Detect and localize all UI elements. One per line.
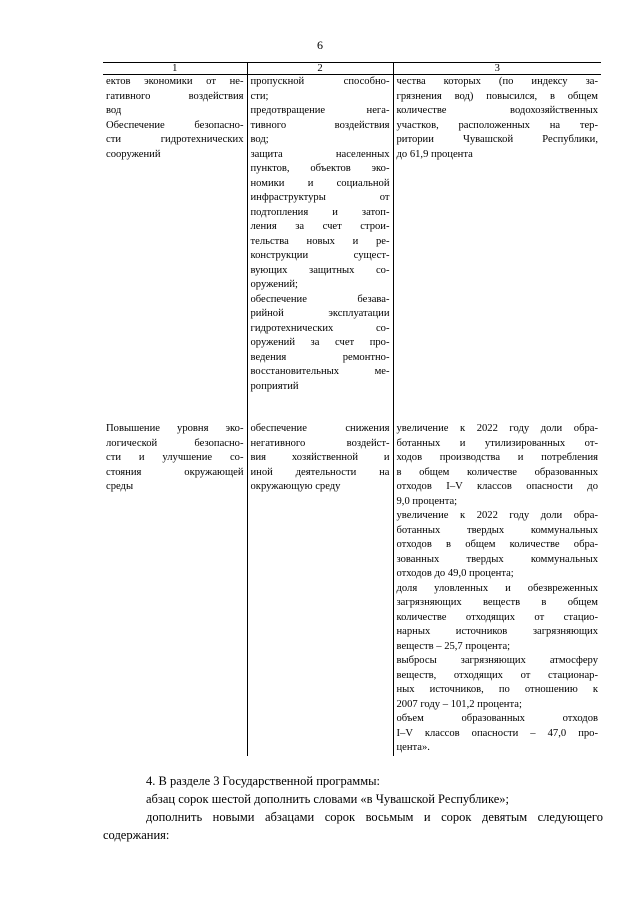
cell-line: ектов экономики от не- bbox=[106, 76, 244, 87]
cell-line: Повышение уровня эко- bbox=[106, 423, 244, 434]
cell-line: грязнения вод) повысился, в общем bbox=[396, 90, 598, 102]
cell-paragraph bbox=[397, 75, 599, 162]
amendment-text bbox=[103, 772, 603, 844]
cell-line: тивного воздействия bbox=[250, 119, 390, 131]
row-spacer bbox=[251, 394, 390, 422]
cell-line: количестве отходящих от стацио- bbox=[396, 611, 598, 623]
cell-line: рийной эксплуатации bbox=[250, 308, 390, 319]
cell-paragraph bbox=[251, 148, 390, 293]
cell-line: в общем количестве образованных bbox=[396, 466, 598, 478]
table-row bbox=[103, 422, 601, 756]
cell-line: доля уловленных и обезвреженных bbox=[396, 582, 598, 594]
cell-paragraph bbox=[251, 293, 390, 395]
column-header: 3 bbox=[393, 63, 601, 75]
cell-line: оружений; bbox=[250, 279, 298, 290]
cell-line: объем образованных отходов bbox=[396, 713, 598, 724]
cell-line: увеличение к 2022 году доли обра- bbox=[396, 423, 598, 434]
table-row bbox=[103, 75, 601, 423]
cell-line: зованных твердых коммунальных bbox=[396, 553, 598, 565]
cell-line: 2007 году – 101,2 процента; bbox=[396, 698, 522, 710]
paragraph-line: дополнить новыми абзацами сорок восьмым и сорок девятым следующего bbox=[146, 810, 603, 824]
cell-line: увеличение к 2022 году доли обра- bbox=[396, 510, 598, 521]
cell-line: нарных источников загрязняющих bbox=[396, 626, 598, 637]
cell-paragraph bbox=[397, 582, 599, 655]
column-header: 1 bbox=[103, 63, 247, 75]
cell-line: чества которых (по индексу за- bbox=[396, 76, 598, 87]
paragraph-line: содержания: bbox=[103, 828, 170, 842]
cell-line: участков, расположенных на тер- bbox=[396, 119, 598, 131]
program-indicators-table bbox=[103, 62, 601, 756]
cell-line: ботанных твердых коммунальных bbox=[396, 524, 598, 536]
cell-line: цента». bbox=[396, 742, 430, 753]
cell-line: предотвращение нега- bbox=[250, 105, 390, 116]
cell-line: вия хозяйственной и bbox=[250, 452, 390, 463]
row-spacer bbox=[397, 162, 599, 190]
cell-line: защита населенных bbox=[250, 148, 390, 160]
cell-line: обеспечение снижения bbox=[250, 423, 390, 434]
cell-line: сти и улучшение со- bbox=[106, 452, 244, 463]
cell-line: ных источников, по отношению к bbox=[396, 684, 598, 695]
cell-line: инфраструктуры от bbox=[250, 192, 390, 203]
table-cell-col2 bbox=[247, 422, 393, 756]
cell-line: отходов в общем количестве обра- bbox=[396, 539, 598, 550]
row-spacer bbox=[106, 162, 244, 190]
cell-line: окружающую среду bbox=[250, 481, 341, 492]
cell-paragraph bbox=[397, 712, 599, 756]
cell-line: ритории Чувашской Республики, bbox=[396, 134, 598, 145]
cell-line: ления за счет строи- bbox=[250, 221, 390, 232]
cell-line: номики и социальной bbox=[250, 177, 390, 189]
column-header: 2 bbox=[247, 63, 393, 75]
cell-line: логической безопасно- bbox=[106, 437, 244, 449]
cell-paragraph bbox=[251, 75, 390, 104]
cell-line: ботанных и утилизированных от- bbox=[396, 437, 598, 449]
cell-line: количестве водохозяйственных bbox=[396, 105, 598, 116]
cell-paragraph bbox=[251, 422, 390, 495]
cell-line: оружений за счет про- bbox=[250, 337, 390, 348]
cell-line: загрязняющих веществ в общем bbox=[396, 597, 598, 608]
cell-line: сооружений bbox=[106, 148, 161, 160]
cell-line: пропускной способно- bbox=[250, 76, 390, 87]
cell-paragraph bbox=[397, 654, 599, 712]
table-cell-col2 bbox=[247, 75, 393, 423]
cell-line: подтопления и затоп- bbox=[250, 206, 390, 218]
table-cell-col1 bbox=[103, 75, 247, 423]
cell-line: негативного воздейст- bbox=[250, 437, 390, 449]
cell-line: ходов производства и потребления bbox=[396, 452, 598, 463]
paragraph bbox=[103, 808, 603, 844]
cell-line: вод; bbox=[250, 134, 269, 145]
cell-paragraph bbox=[397, 509, 599, 582]
table-cell-col1 bbox=[103, 422, 247, 756]
cell-line: роприятий bbox=[250, 380, 299, 392]
cell-line: сти гидротехнических bbox=[106, 134, 244, 145]
cell-line: отходов до 49,0 процента; bbox=[396, 568, 514, 579]
cell-line: до 61,9 процента bbox=[396, 148, 473, 160]
cell-line: веществ, отходящих от стационар- bbox=[396, 669, 598, 681]
table-header-row bbox=[103, 63, 601, 75]
cell-line: I–V классов опасности – 47,0 про- bbox=[396, 727, 598, 739]
cell-line: конструкции сущест- bbox=[250, 250, 390, 261]
table-cell-col3 bbox=[393, 75, 601, 423]
cell-line: гативного воздействия bbox=[106, 90, 244, 102]
cell-line: 9,0 процента; bbox=[396, 495, 458, 507]
cell-line: веществ – 25,7 процента; bbox=[396, 640, 511, 652]
cell-line: ведения ремонтно- bbox=[250, 351, 390, 363]
cell-line: пунктов, объектов эко- bbox=[250, 163, 390, 174]
page-number: 6 bbox=[317, 38, 323, 52]
cell-line: тельства новых и ре- bbox=[250, 235, 390, 247]
cell-line: Обеспечение безопасно- bbox=[106, 119, 244, 131]
paragraph: абзац сорок шестой дополнить словами «в Чувашской Республике»; bbox=[146, 792, 510, 806]
cell-line: обеспечение безава- bbox=[250, 293, 390, 305]
cell-line: гидротехнических со- bbox=[250, 322, 390, 334]
cell-paragraph bbox=[106, 422, 244, 495]
cell-line: вующих защитных со- bbox=[250, 264, 390, 276]
paragraph: 4. В разделе 3 Государственной программы: bbox=[146, 774, 380, 788]
cell-paragraph bbox=[106, 75, 244, 119]
cell-line: стояния окружающей bbox=[106, 466, 244, 478]
cell-line: иной деятельности на bbox=[250, 466, 390, 478]
cell-line: отходов I–V классов опасности до bbox=[396, 481, 598, 492]
cell-line: вод bbox=[106, 105, 122, 116]
cell-paragraph bbox=[251, 104, 390, 148]
cell-line: выбросы загрязняющих атмосферу bbox=[396, 655, 598, 666]
table-cell-col3 bbox=[393, 422, 601, 756]
cell-paragraph bbox=[397, 422, 599, 509]
cell-line: среды bbox=[106, 481, 134, 492]
cell-paragraph bbox=[106, 119, 244, 163]
cell-line: сти; bbox=[250, 90, 269, 102]
cell-line: восстановительных ме- bbox=[250, 366, 390, 377]
